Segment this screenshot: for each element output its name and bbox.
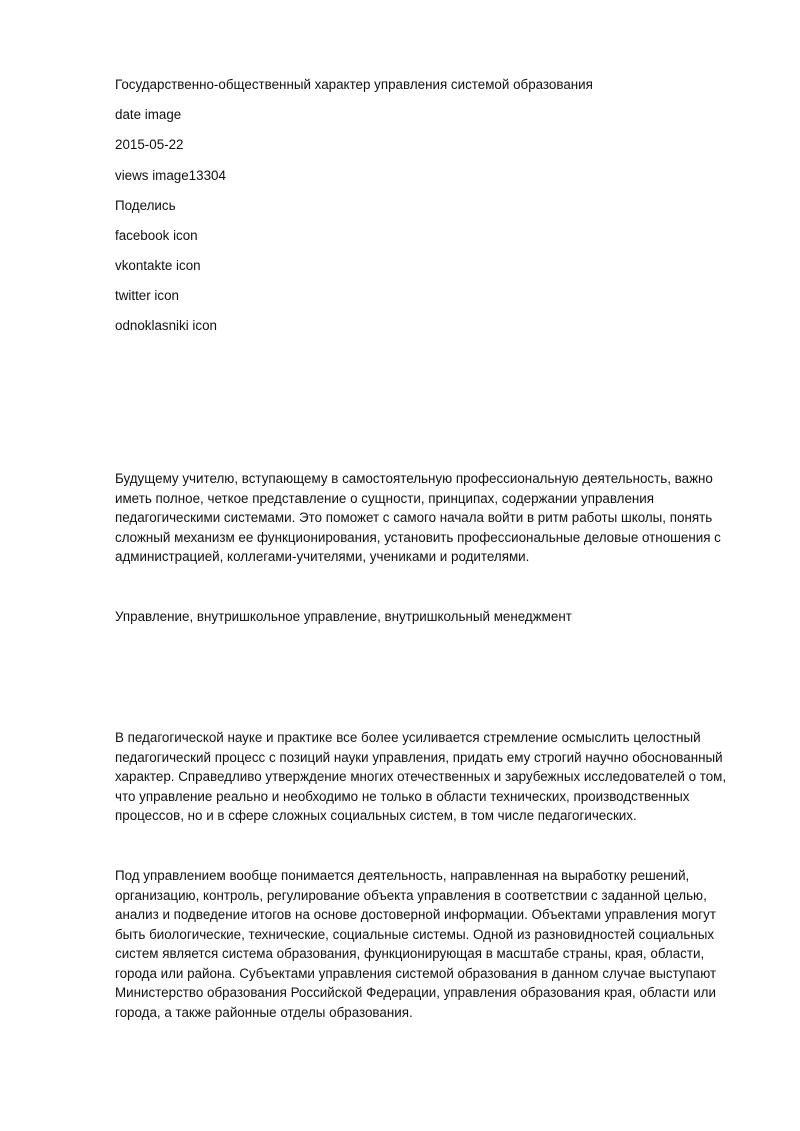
date-image-alt: date image (115, 107, 182, 122)
keywords: Управление, внутришкольное управление, внутришкольный менеджмент (115, 609, 572, 624)
intro-line: администрацией, коллегами-учителями, учениками и родителями. (115, 549, 530, 564)
paragraph-line: анализ и подведение итогов на основе достоверной информации. Объектами управления могут (115, 907, 716, 922)
intro-line: иметь полное, четкое представление о сущности, принципах, содержании управления (115, 490, 655, 506)
paragraph-line: педагогический процесс с позиций науки управления, придать ему строгий научно обоснованный (115, 749, 723, 765)
odnoklassniki-icon[interactable]: odnoklasniki icon (115, 318, 217, 333)
twitter-icon[interactable]: twitter icon (115, 288, 179, 303)
body-paragraph-2 (115, 866, 755, 1022)
paragraph-line: систем является система образования, функционирующая в масштабе страны, края, области, (115, 946, 705, 961)
intro-paragraph (115, 469, 755, 567)
intro-line: Будущему учителю, вступающему в самостоятельную профессиональную деятельность, важно (115, 471, 713, 486)
paragraph-line: Под управлением вообще понимается деятельность, направленная на выработку решений, (115, 868, 690, 883)
intro-line: педагогическими системами. Это поможет с самого начала войти в ритм работы школы, понять (115, 510, 713, 525)
views-count: views image13304 (115, 168, 226, 183)
intro-line: сложный механизм ее функционирования, установить профессиональные деловые отношения с (115, 529, 721, 545)
paragraph-line: Министерство образования Российской Федерации, управления образования края, области или (115, 985, 716, 1000)
paragraph-line: организацию, контроль, регулирование объекта управления в соответствии с заданной целью, (115, 887, 707, 903)
paragraph-line: характер. Справедливо утверждение многих отечественных и зарубежных исследователей о том, (115, 769, 727, 784)
paragraph-line: что управление реально и необходимо не только в области технических, производственных (115, 788, 690, 804)
paragraph-line: В педагогической науке и практике все более усиливается стремление осмыслить целостный (115, 730, 701, 745)
paragraph-line: процессов, но и в сфере сложных социальных систем, в том числе педагогических. (115, 808, 637, 823)
paragraph-line: города, а также районные отделы образования. (115, 1004, 413, 1020)
paragraph-line: быть биологические, технические, социальные системы. Одной из разновидностей социальных (115, 926, 715, 942)
paragraph-line: города или района. Субъектами управления системой образования в данном случае выступают (115, 965, 717, 981)
share-label: Поделись (115, 198, 176, 213)
facebook-icon[interactable]: facebook icon (115, 228, 198, 243)
article-date: 2015-05-22 (115, 137, 184, 152)
article-title: Государственно-общественный характер управления системой образования (115, 77, 593, 92)
vkontakte-icon[interactable]: vkontakte icon (115, 258, 201, 273)
body-paragraph-1 (115, 728, 755, 826)
